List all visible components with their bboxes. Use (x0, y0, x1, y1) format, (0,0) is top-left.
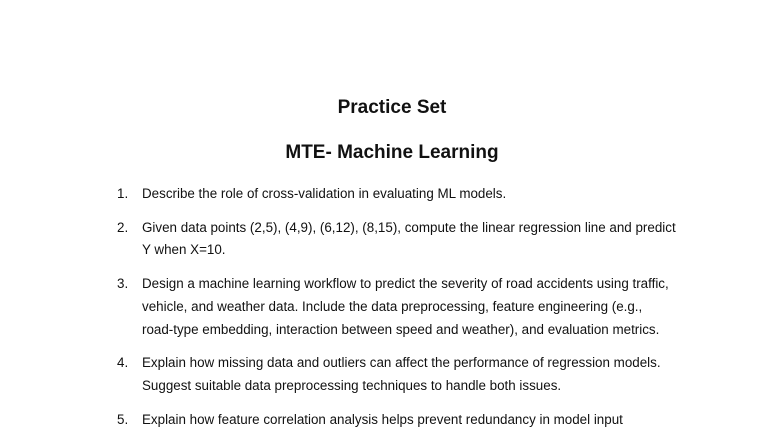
question-item-4 (117, 352, 677, 397)
question-item-3 (117, 273, 677, 341)
question-text: Given data points (2,5), (4,9), (6,12), (8,15), compute the linear regression line and predict Y when X=10. (142, 219, 676, 258)
question-list (117, 183, 677, 441)
question-number: 4. (117, 355, 129, 371)
question-text: Design a machine learning workflow to predict the severity of road accidents using traffic, vehicle, and weather data. Include the data preprocessing, feature engineering (e.g., road-type embedding, interaction between speed and weather), and evaluation metrics. (142, 276, 669, 337)
question-text: Describe the role of cross-validation in evaluating ML models. (142, 186, 507, 201)
document-subtitle: MTE- Machine Learning (285, 142, 499, 163)
document-title: Practice Set (337, 97, 447, 118)
question-text: Explain how feature correlation analysis helps prevent redundancy in model input (142, 411, 623, 427)
question-item-2 (117, 217, 677, 262)
question-text: Explain how missing data and outliers can affect the performance of regression models. Suggest suitable data preprocessing techniques to handle both issues. (142, 355, 661, 393)
question-item-1 (117, 183, 677, 206)
question-number: 1. (117, 186, 129, 201)
question-number: 2. (117, 219, 129, 235)
question-number: 5. (117, 411, 129, 427)
question-item-5 (117, 409, 677, 432)
question-number: 3. (117, 276, 129, 292)
